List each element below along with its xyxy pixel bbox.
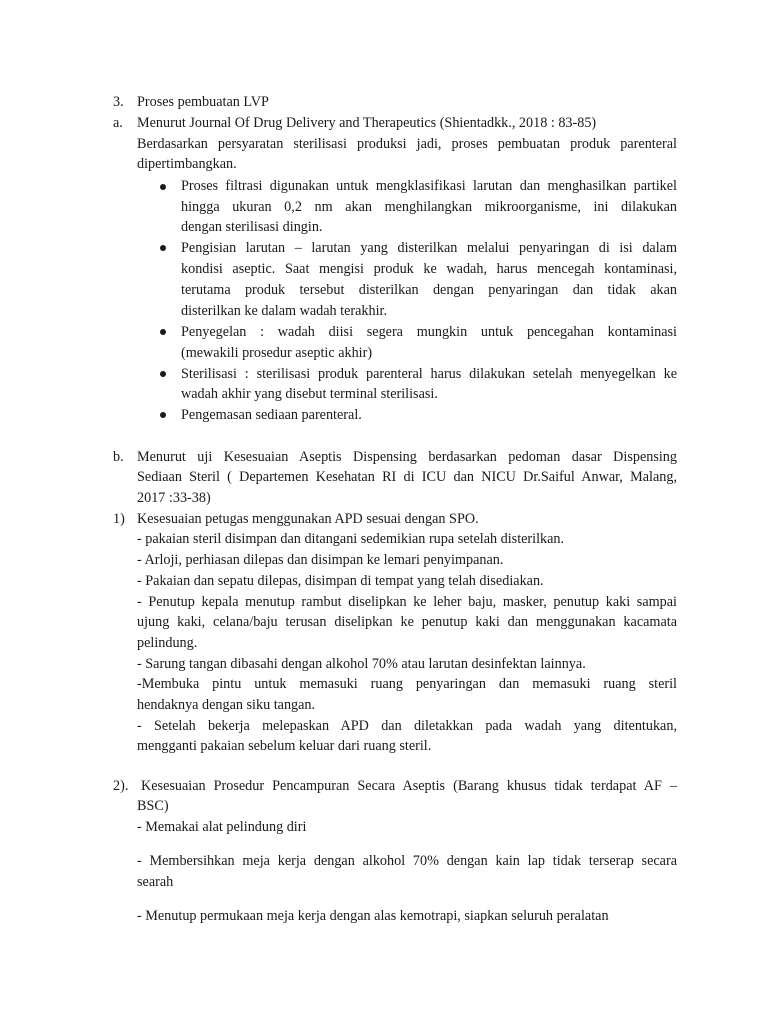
subsection-heading-line: Menurut uji Kesesuaian Aseptis Dispensing berdasarkan pedoman dasar Dispensing [137, 449, 677, 465]
bullet-text-line: terutama produk tersebut disterilkan dengan penyaringan dan tidak akan [181, 282, 677, 298]
bullet-icon [160, 184, 166, 190]
list-item-line: - Menutup permukaan meja kerja dengan alas kemotrapi, siapkan seluruh peralatan [137, 908, 609, 924]
paragraph-line: dipertimbangkan. [137, 156, 237, 172]
list-item-line: - Arloji, perhiasan dilepas dan disimpan ke lemari penyimpanan. [137, 552, 504, 568]
list-item-line: - Pakaian dan sepatu dilepas, disimpan di tempat yang telah disediakan. [137, 573, 544, 589]
section-title: Proses pembuatan LVP [137, 94, 269, 110]
list-item-line: ujung kaki, celana/baju terusan diselipkan ke penutup kaki dan menggunakan kacamata [137, 614, 677, 630]
bullet-icon [160, 412, 166, 418]
list-item-line: - Sarung tangan dibasahi dengan alkohol 70% atau larutan desinfektan lainnya. [137, 656, 586, 672]
bullet-text-line: dengan sterilisasi dingin. [181, 219, 323, 235]
subsection-heading: Menurut Journal Of Drug Delivery and Therapeutics (Shientadkk., 2018 : 83-85) [137, 115, 597, 131]
list-item-line: - Memakai alat pelindung diri [137, 819, 307, 835]
bullet-icon [160, 371, 166, 377]
bullet-text-line: disterilkan ke dalam wadah terakhir. [181, 303, 388, 319]
bullet-text-line: wadah akhir yang disebut terminal sterilisasi. [181, 386, 438, 402]
section-number: 3. [113, 94, 124, 110]
bullet-text-line: Pengemasan sediaan parenteral. [181, 407, 362, 423]
subsection-heading-line: Sediaan Steril ( Departemen Kesehatan RI di ICU dan NICU Dr.Saiful Anwar, Malang, [137, 469, 677, 485]
bullet-text-line: Penyegelan : wadah diisi segera mungkin untuk pencegahan kontaminasi [181, 324, 677, 340]
list-item-marker: 2). [113, 778, 129, 794]
list-item-line: - Membersihkan meja kerja dengan alkohol 70% dengan kain lap tidak terserap secara [137, 853, 677, 869]
list-item-line: mengganti pakaian sebelum keluar dari ruang steril. [137, 738, 432, 754]
list-item-title-line: Kesesuaian Prosedur Pencampuran Secara Aseptis (Barang khusus tidak terdapat AF – [141, 778, 677, 794]
list-item-line: - pakaian steril disimpan dan ditangani sedemikian rupa setelah disterilkan. [137, 531, 565, 547]
bullet-text-line: (mewakili prosedur aseptic akhir) [181, 345, 373, 361]
bullet-text-line: Proses filtrasi digunakan untuk mengklasifikasi larutan dan menghasilkan partikel [181, 178, 677, 194]
bullet-icon [160, 329, 166, 335]
list-item-line: searah [137, 874, 174, 890]
list-item-title-line: BSC) [137, 798, 169, 814]
bullet-icon [160, 245, 166, 251]
list-item-line: pelindung. [137, 635, 198, 651]
paragraph-line: Berdasarkan persyaratan sterilisasi produksi jadi, proses pembuatan produk parenteral [137, 136, 677, 152]
subsection-marker: a. [113, 115, 123, 131]
bullet-text-line: Sterilisasi : sterilisasi produk parenteral harus dilakukan setelah menyegelkan ke [181, 366, 677, 382]
subsection-marker: b. [113, 449, 124, 465]
bullet-text-line: Pengisian larutan – larutan yang disterilkan melalui penyaringan di isi dalam [181, 240, 677, 256]
bullet-text-line: kondisi aseptic. Saat mengisi produk ke wadah, harus mencegah kontaminasi, [181, 261, 677, 277]
subsection-heading-line: 2017 :33-38) [137, 490, 211, 506]
list-item-line: - Penutup kepala menutup rambut diselipkan ke leher baju, masker, penutup kaki sampai [137, 594, 677, 610]
list-item-line: - Setelah bekerja melepaskan APD dan diletakkan pada wadah yang ditentukan, [137, 718, 677, 734]
bullet-text-line: hingga ukuran 0,2 nm akan menghilangkan mikroorganisme, ini dilakukan [181, 199, 677, 215]
list-item-title: Kesesuaian petugas menggunakan APD sesuai dengan SPO. [137, 511, 479, 527]
list-item-line: -Membuka pintu untuk memasuki ruang penyaringan dan memasuki ruang steril [137, 676, 677, 692]
list-item-line: hendaknya dengan siku tangan. [137, 697, 316, 713]
list-item-marker: 1) [113, 511, 125, 527]
